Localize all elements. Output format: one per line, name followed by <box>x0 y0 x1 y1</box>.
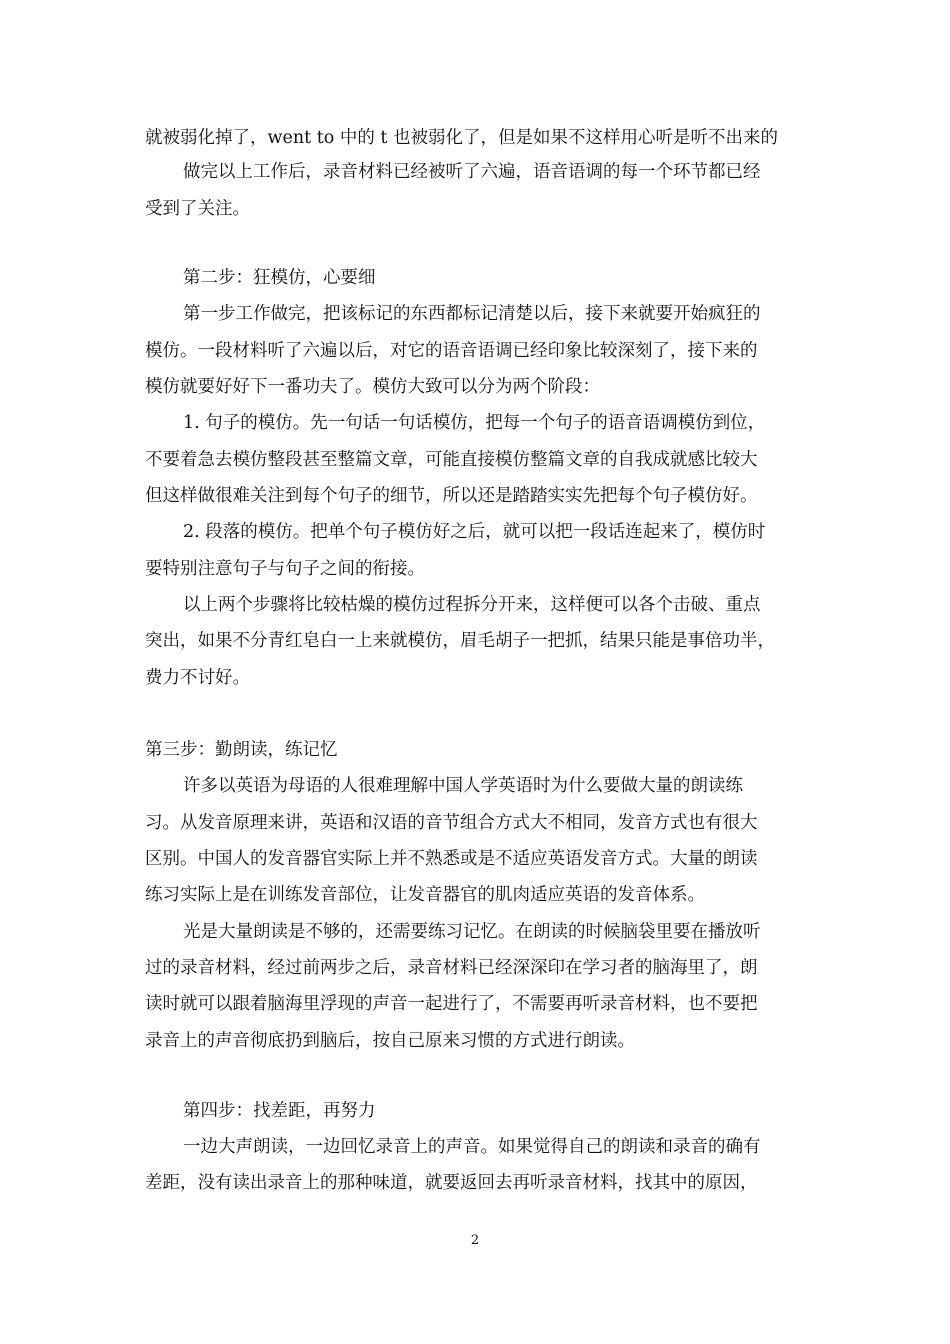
paragraph-line: 练习实际上是在训练发音部位，让发音器官的肌肉适应英语的发音体系。 <box>145 885 705 905</box>
paragraph-line: 许多以英语为母语的人很难理解中国人学英语时为什么要做大量的朗读练 <box>183 776 743 796</box>
paragraph-line: 一边大声朗读，一边回忆录音上的声音。如果觉得自己的朗读和录音的确有 <box>183 1137 761 1157</box>
paragraph-line: 习。从发音原理来讲，英语和汉语的音节组合方式大不相同，发音方式也有很大 <box>145 813 758 833</box>
paragraph-line: 录音上的声音彻底扔到脑后，按自己原来习惯的方式进行朗读。 <box>145 1031 635 1051</box>
paragraph-line: 光是大量朗读是不够的，还需要练习记忆。在朗读的时候脑袋里要在播放听 <box>183 922 761 942</box>
paragraph-line: 第一步工作做完，把该标记的东西都标记清楚以后，接下来就要开始疯狂的 <box>183 304 761 324</box>
paragraph-line: 不要着急去模仿整段甚至整篇文章，可能直接模仿整篇文章的自我成就感比较大 <box>145 450 758 470</box>
section-heading-step-4: 第四步：找差距，再努力 <box>183 1101 376 1121</box>
paragraph-line: 区别。中国人的发音器官实际上并不熟悉或是不适应英语发音方式。大量的朗读 <box>145 849 758 869</box>
paragraph-line: 就被弱化掉了，went to 中的 t 也被弱化了，但是如果不这样用心听是听不出来的 <box>145 128 778 148</box>
paragraph-line: 以上两个步骤将比较枯燥的模仿过程拆分开来，这样便可以各个击破、重点 <box>183 595 761 615</box>
paragraph-line: 费力不讨好。 <box>145 668 250 688</box>
paragraph-line: 突出，如果不分青红皂白一上来就模仿，眉毛胡子一把抓，结果只能是事倍功半， <box>145 631 775 651</box>
paragraph-line: 模仿就要好好下一番功夫了。模仿大致可以分为两个阶段： <box>145 377 600 397</box>
paragraph-line: 过的录音材料，经过前两步之后，录音材料已经深深印在学习者的脑海里了，朗 <box>145 958 758 978</box>
paragraph-line: 差距，没有读出录音上的那种味道，就要返回去再听录音材料，找其中的原因， <box>145 1173 758 1193</box>
paragraph-line: 受到了关注。 <box>145 199 250 219</box>
paragraph-line: 但这样做很难关注到每个句子的细节，所以还是踏踏实实先把每个句子模仿好。 <box>145 486 758 506</box>
page-number: 2 <box>470 1233 480 1248</box>
paragraph-line: 读时就可以跟着脑海里浮现的声音一起进行了，不需要再听录音材料，也不要把 <box>145 994 758 1014</box>
paragraph-line: 模仿。一段材料听了六遍以后，对它的语音语调已经印象比较深刻了，接下来的 <box>145 341 758 361</box>
paragraph-line: 做完以上工作后，录音材料已经被听了六遍，语音语调的每一个环节都已经 <box>183 162 761 182</box>
paragraph-line: 要特别注意句子与句子之间的衔接。 <box>145 559 425 579</box>
section-heading-step-3: 第三步：勤朗读，练记忆 <box>145 740 338 760</box>
paragraph-line: 1. 句子的模仿。先一句话一句话模仿，把每一个句子的语音语调模仿到位， <box>183 413 766 433</box>
section-heading-step-2: 第二步：狂模仿，心要细 <box>183 268 376 288</box>
paragraph-line: 2. 段落的模仿。把单个句子模仿好之后，就可以把一段话连起来了，模仿时 <box>183 522 766 542</box>
